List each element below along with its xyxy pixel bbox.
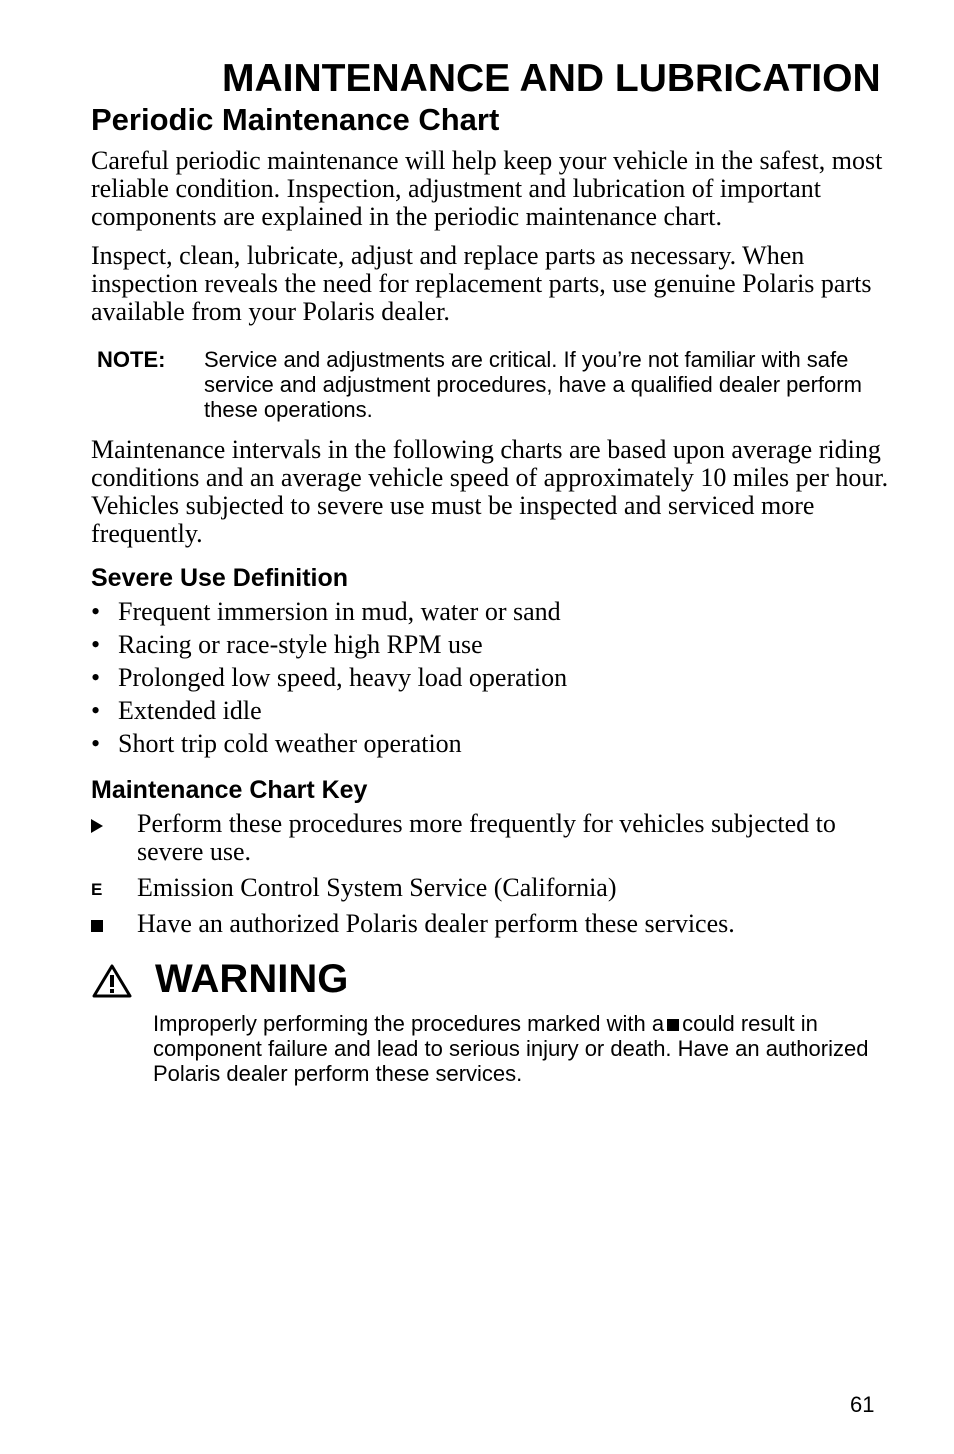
severe-use-list bbox=[91, 597, 891, 762]
list-item bbox=[91, 729, 891, 762]
intervals-paragraph: Maintenance intervals in the following charts are based upon average riding conditions and an average vehicle speed of approximately 10 miles per hour. Vehicles subjected to severe use must be inspected and serviced more frequently. bbox=[91, 435, 889, 548]
key-item-text: Have an authorized Polaris dealer perform these services. bbox=[137, 909, 735, 938]
emission-symbol: E bbox=[91, 880, 103, 899]
bullet-icon: • bbox=[91, 729, 101, 758]
key-item-text: Perform these procedures more frequently for vehicles subjected to severe use. bbox=[137, 809, 836, 866]
intro-paragraph-1: Careful periodic maintenance will help keep your vehicle in the safest, most reliable condition. Inspection, adjustment and lubrication of important components are explained in the periodic maintenance chart. bbox=[91, 146, 883, 231]
list-item-text: Prolonged low speed, heavy load operation bbox=[118, 663, 568, 692]
bullet-icon: • bbox=[91, 597, 101, 626]
list-item bbox=[91, 696, 891, 729]
warning-text bbox=[153, 1011, 883, 1086]
warning-text-before: Improperly performing the procedures marked with a bbox=[153, 1011, 665, 1036]
warning-text-after: could result in component failure and lead to serious injury or death. Have an authorized Polaris dealer perform these services. bbox=[153, 1011, 869, 1086]
square-icon bbox=[91, 920, 103, 932]
section-title: Periodic Maintenance Chart bbox=[91, 102, 500, 137]
note-text: Service and adjustments are critical. If you’re not familiar with safe service and adjustment procedures, have a qualified dealer perform these operations. bbox=[204, 347, 862, 422]
chart-key-heading: Maintenance Chart Key bbox=[91, 776, 368, 804]
bullet-icon: • bbox=[91, 630, 101, 659]
intro-paragraph-2: Inspect, clean, lubricate, adjust and replace parts as necessary. When inspection reveals the need for replacement parts, use genuine Polaris parts available from your Polaris dealer. bbox=[91, 241, 872, 326]
severe-use-heading: Severe Use Definition bbox=[91, 564, 349, 592]
list-item bbox=[91, 663, 891, 696]
list-item-text: Short trip cold weather operation bbox=[118, 729, 462, 758]
list-item bbox=[91, 597, 891, 630]
square-icon bbox=[667, 1019, 679, 1031]
warning-triangle-icon bbox=[92, 963, 132, 999]
list-item-text: Extended idle bbox=[118, 696, 262, 725]
bullet-icon: • bbox=[91, 663, 101, 692]
note-label: NOTE: bbox=[97, 347, 166, 372]
list-item-text: Frequent immersion in mud, water or sand bbox=[118, 597, 561, 626]
page-title: MAINTENANCE AND LUBRICATION bbox=[222, 57, 881, 100]
list-item bbox=[91, 630, 891, 663]
key-item-text: Emission Control System Service (California) bbox=[137, 873, 617, 902]
page-number: 61 bbox=[850, 1392, 875, 1417]
warning-title: WARNING bbox=[155, 957, 349, 1001]
bullet-icon: • bbox=[91, 696, 101, 725]
triangle-icon bbox=[91, 819, 103, 833]
list-item-text: Racing or race-style high RPM use bbox=[118, 630, 483, 659]
